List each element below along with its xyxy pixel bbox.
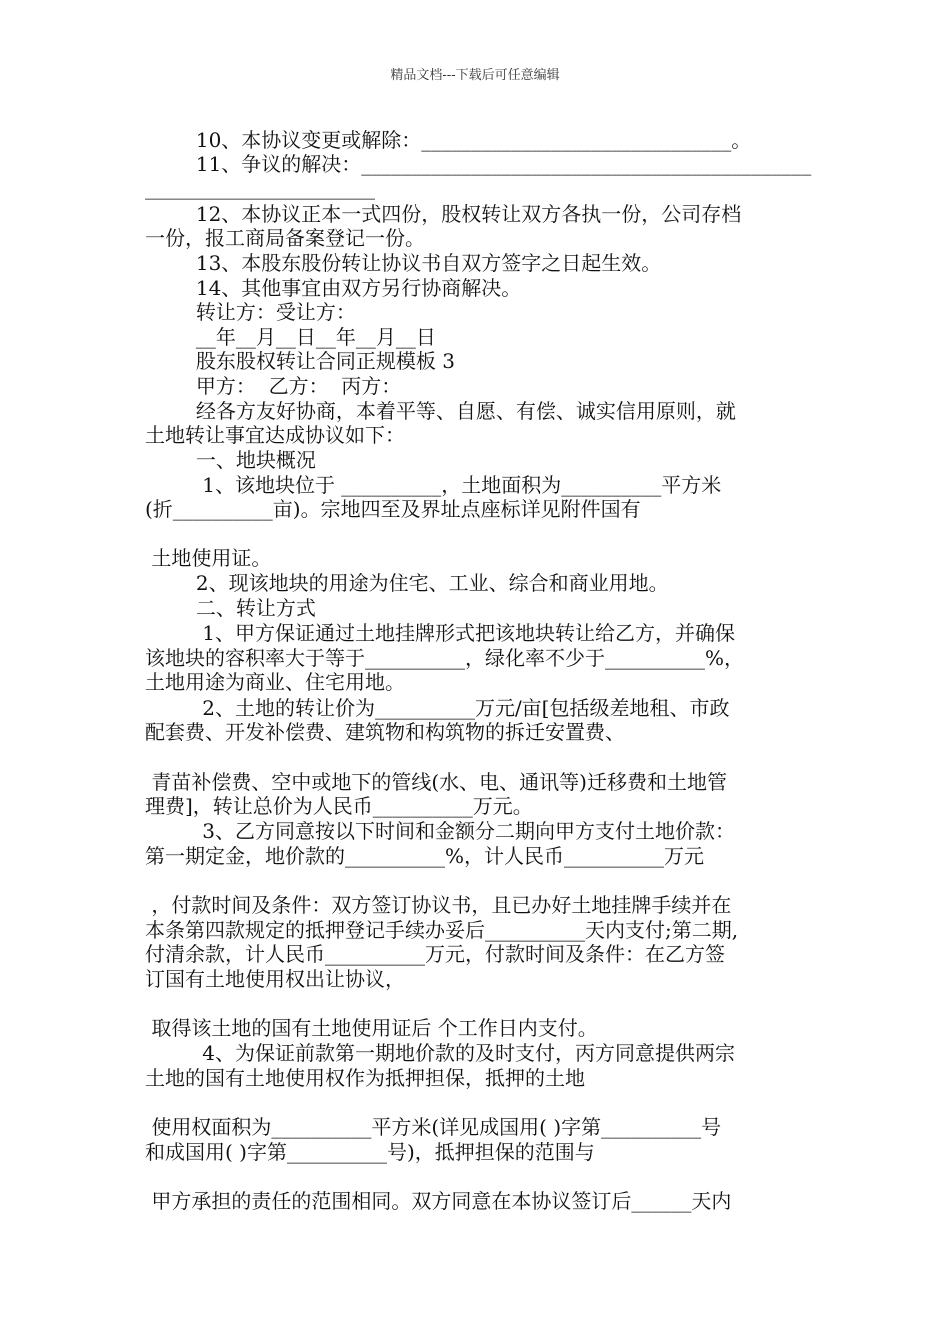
text-line: 3、乙方同意按以下时间和金额分二期向甲方支付土地价款： [145,819,735,843]
text-line: _______________________ [145,176,375,200]
text-line: 青苗补偿费、空中或地下的管线(水、电、通讯等)迁移费和土地管 [145,770,727,794]
text-line: 土地使用证。 [145,546,272,570]
text-line: ，付款时间及条件：双方签订协议书，且已办好土地挂牌手续并在 [145,893,732,917]
text-line: 配套费、开发补偿费、建筑物和构筑物的拆迁安置费、 [145,720,625,744]
text-line: 本条第四款规定的抵押登记手续办妥后__________天内支付;第二期, [145,918,739,942]
text-line: 1、该地块位于 __________，土地面积为__________平方米 [145,473,722,497]
text-line: 理费]，转让总价为人民币__________万元。 [145,794,533,818]
text-line: 土地转让事宜达成协议如下： [145,423,405,447]
text-line: 转让方：受让方： [145,300,356,324]
text-line: 12、本协议正本一式四份，股权转让双方各执一份，公司存档 [145,202,742,226]
text-line: 14、其他事宜由双方另行协商解决。 [145,276,522,300]
text-line: 1、甲方保证通过土地挂牌形式把该地块转让给乙方，并确保 [145,621,735,645]
text-line: 和成国用( )字第__________号)，抵押担保的范围与 [145,1140,595,1164]
text-line: 2、土地的转让价为__________万元/亩[包括级差地租、市政 [145,696,730,720]
text-line: 订国有土地使用权出让协议， [145,967,405,991]
text-line: 股东股权转让合同正规模板 3 [145,349,455,373]
text-line: 10、本协议变更或解除：_______________________________。 [145,128,752,152]
text-line: 一、地块概况 [145,448,316,472]
text-line: 二、转让方式 [145,596,316,620]
text-line: 取得该土地的国有土地使用证后 个工作日内支付。 [145,1016,598,1040]
text-line: 一份，报工商局备案登记一份。 [145,226,425,250]
text-line: 11、争议的解决：_____________________________________________ [145,152,812,176]
text-line: 4、为保证前款第一期地价款的及时支付，丙方同意提供两宗 [145,1041,735,1065]
page-header: 精品文档---下载后可任意编辑 [390,68,560,83]
text-line: 甲方承担的责任的范围相同。双方同意在本协议签订后______天内 [145,1189,732,1213]
text-line: 甲方： 乙方： 丙方： [145,374,402,398]
text-line: 13、本股东股份转让协议书自双方签字之日起生效。 [145,251,662,275]
text-line: 该地块的容积率大于等于__________，绿化率不少于__________%， [145,646,745,670]
text-line: 2、现该地块的用途为住宅、工业、综合和商业用地。 [145,571,669,595]
text-line: 使用权面积为__________平方米(详见成国用( )字第__________号 [145,1115,722,1139]
text-line: 付清余款，计人民币__________万元，付款时间及条件：在乙方签 [145,942,725,966]
text-line: 第一期定金，地价款的__________%，计人民币__________万元 [145,844,705,868]
text-line: 土地的国有土地使用权作为抵押担保，抵押的土地 [145,1066,585,1090]
text-line: (折__________亩)。宗地四至及界址点座标详见附件国有 [145,497,641,521]
text-line: 土地用途为商业、住宅用地。 [145,670,405,694]
text-line: 经各方友好协商，本着平等、自愿、有偿、诚实信用原则，就 [145,399,736,423]
text-line: __年__月__日__年__月__日 [145,325,436,349]
